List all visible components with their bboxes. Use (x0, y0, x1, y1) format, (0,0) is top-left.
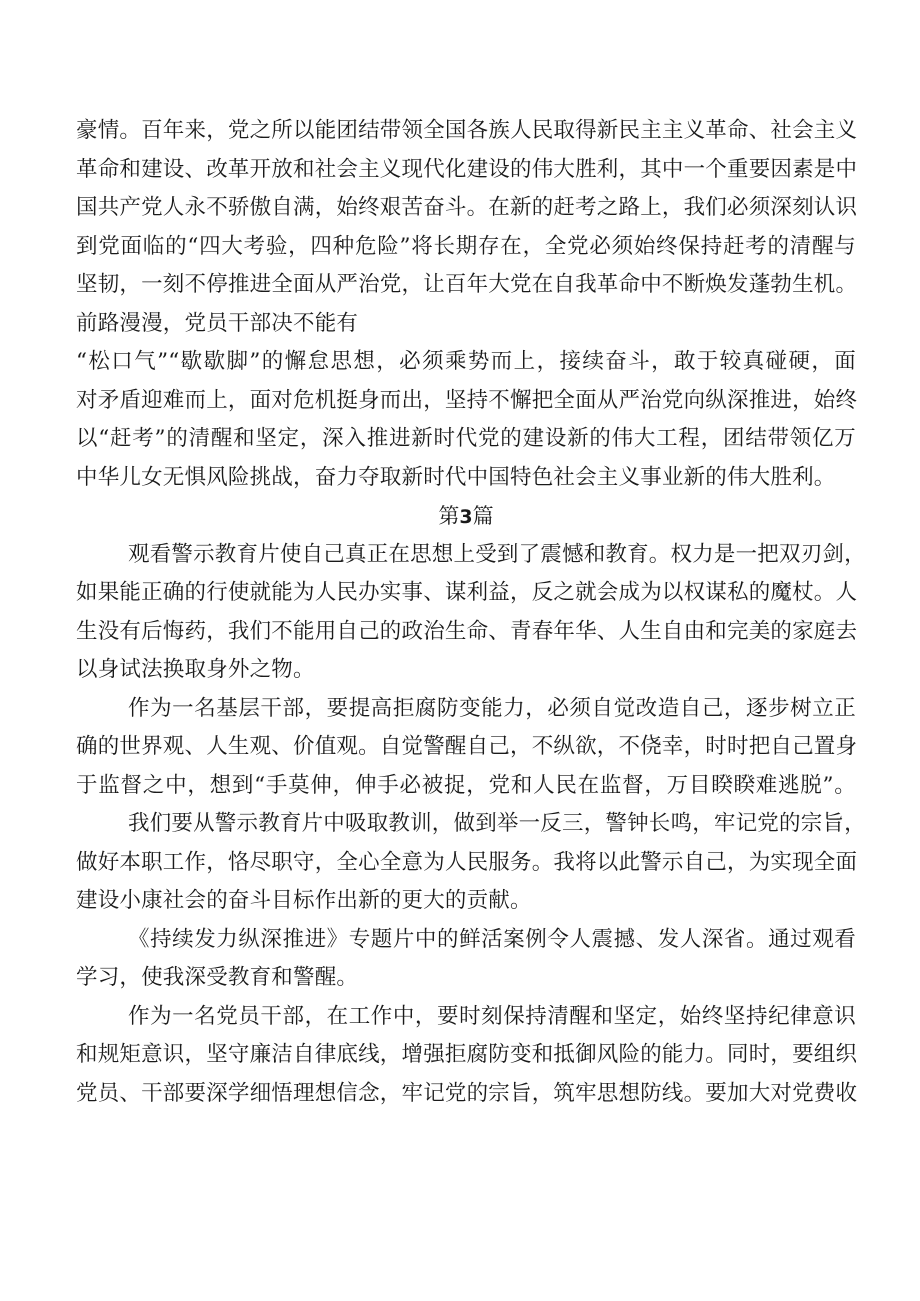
paragraph-1 (76, 536, 866, 690)
text-line: 国共产党人永不骄傲自满，始终艰苦奋斗。在新的赶考之路上，我们必须深刻认识 (76, 195, 858, 220)
text-line: 确的世界观、人生观、价值观。自觉警醒自己，不纵欲，不侥幸，时时把自己置身 (76, 734, 858, 759)
text-line: 观看警示教育片使自己真正在思想上受到了震憾和教育。权力是一把双刃剑， (128, 541, 866, 567)
paragraph-2 (76, 690, 856, 806)
text-line: 学习，使我深受教育和警醒。 (76, 965, 359, 990)
section-heading (76, 497, 856, 536)
text-line: 如果能正确的行使就能为人民办实事、谋利益，反之就会成为以权谋私的魔杖。人 (76, 580, 858, 605)
text-line: 中华儿女无惧风险挑战，奋力夺取新时代中国特色社会主义事业新的伟大胜利。 (76, 464, 836, 490)
text-line: 以身试法换取身外之物。 (76, 657, 315, 682)
text-line: “松口气”“歇歇脚”的懈怠思想，必须乘势而上，接续奋斗，敢于较真碰硬，面 (76, 349, 856, 374)
paragraph-3 (76, 805, 866, 921)
paragraph-5 (76, 998, 856, 1114)
text-line: 做好本职工作，恪尽职守，全心全意为人民服务。我将以此警示自己，为实现全面 (76, 849, 858, 875)
text-line: 前路漫漫，党员干部决不能有 (76, 310, 359, 336)
heading-prefix: 第 (438, 504, 460, 528)
text-line: 作为一名基层干部，要提高拒腐防变能力，必须自觉改造自己，逐步树立正 (128, 695, 856, 721)
text-line: 革命和建设、改革开放和社会主义现代化建设的伟大胜利，其中一个重要因素是中 (76, 156, 858, 182)
text-line: 建设小康社会的奋斗目标作出新的更大的贡献。 (76, 888, 532, 913)
heading-suffix: 篇 (472, 504, 494, 528)
text-line: 《持续发力纵深推进》专题片中的鲜活案例令人震撼、发人深省。通过观看 (128, 926, 856, 952)
text-line: 我们要从警示教育片中吸取教训，做到举一反三，警钟长鸣，牢记党的宗旨， (128, 811, 866, 836)
text-line: 以“赶考”的清醒和坚定，深入推进新时代党的建设新的伟大工程，团结带领亿万 (76, 426, 856, 451)
document-page (76, 112, 866, 1113)
heading-number: 3 (459, 506, 473, 528)
text-line: 作为一名党员干部，在工作中，要时刻保持清醒和坚定，始终坚持纪律意识 (128, 1003, 856, 1029)
section-top (76, 112, 856, 497)
text-line: 于监督之中，想到“手莫伸，伸手必被捉，党和人民在监督，万目睽睽难逃脱”。 (76, 772, 856, 798)
text-line: 党员、干部要深学细悟理想信念，牢记党的宗旨，筑牢思想防线。要加大对党费收 (76, 1080, 858, 1106)
text-line: 和规矩意识，坚守廉洁自律底线，增强拒腐防变和抵御风险的能力。同时，要组织 (76, 1042, 858, 1067)
text-line: 生没有后悔药，我们不能用自己的政治生命、青春年华、人生自由和完美的家庭去 (76, 618, 858, 644)
paragraph-4 (76, 921, 856, 998)
text-line: 坚韧，一刻不停推进全面从严治党，让百年大党在自我革命中不断焕发蓬勃生机。 (76, 272, 858, 297)
text-line: 豪情。百年来，党之所以能团结带领全国各族人民取得新民主主义革命、社会主义 (76, 118, 858, 143)
text-line: 对矛盾迎难而上，面对危机挺身而出，坚持不懈把全面从严治党向纵深推进，始终 (76, 387, 858, 413)
text-line: 到党面临的“四大考验，四种危险”将长期存在，全党必须始终保持赶考的清醒与 (76, 233, 856, 259)
